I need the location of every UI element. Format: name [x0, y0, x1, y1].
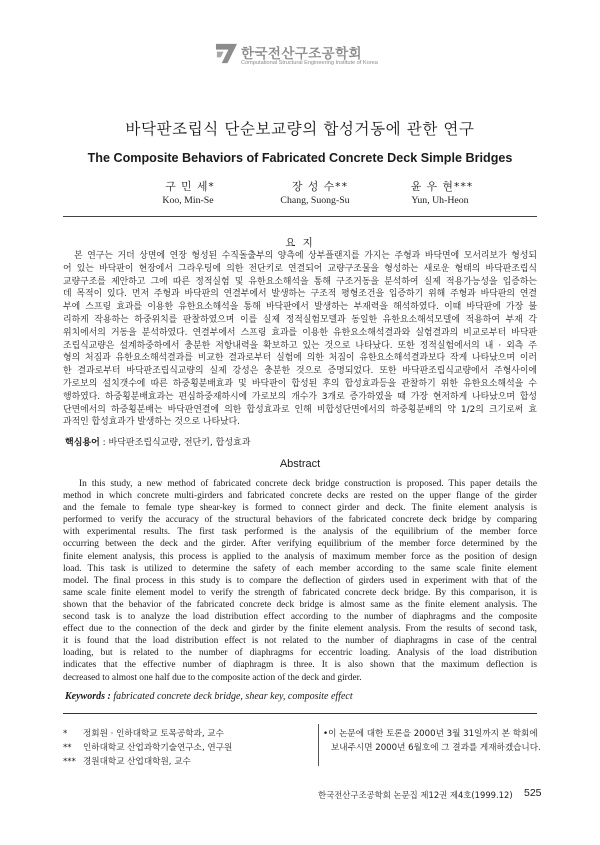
footnote-mark: *** [63, 757, 76, 767]
footnote-text: 경원대학교 산업대학원, 교수 [83, 757, 191, 767]
affiliation-footnote [63, 727, 224, 739]
discussion-notice-line: 보내주시면 2000년 6월호에 그 결과를 게재하겠습니다. [331, 743, 541, 753]
summary-line: 가로보의 설치갯수에 따른 하중횡분배효과 및 바닥판이 합성된 후의 합성효과등을 관찰하기 위한 유한요소해석을 수 [63, 378, 537, 389]
author-name-korean: 장 성 수** [292, 180, 348, 193]
affiliation-footnote [63, 741, 232, 753]
paper-title-korean: 바닥판조립식 단순보교량의 합성거동에 관한 연구 [125, 120, 475, 138]
society-name-en: Computational Structural Engineering Institute of Korea [241, 60, 378, 66]
society-name: 한국전산구조공학회 [241, 46, 362, 62]
abstract-line: effect due to the connection of the deck and girder by the finite element analysis. From the results of second task, [63, 624, 537, 635]
footnote-divider [63, 713, 537, 714]
abstract-line: performed to verify the accuracy of the structural behaviors of the fabricated concrete deck bridge by comparing [63, 515, 537, 526]
summary-line: 조립식교량은 설계하중하에서 충분한 저항내력을 확보하고 있는 것으로 나타났다. 또한 정적실험에서의 내 · 외측 주 [63, 340, 537, 351]
summary-line: 어 있는 바닥판이 현장에서 그라우팅에 의한 전단키로 연결되어 교량구조물을 형성하는 새로운 형태의 바닥판조립식 [63, 263, 537, 274]
summary-line: 형의 처짐과 유한요소해석결과를 비교한 결과로부터 실험에 의한 처짐이 유한요소해석결과보다 작게 나타났으며 이러 [63, 353, 537, 364]
keywords-korean-separator: : [99, 438, 109, 448]
author-divider [63, 216, 537, 217]
author-name-english: Koo, Min-Se [162, 195, 214, 206]
abstract-line: with experimental results. The first task performed is the analysis of the equilibrium of the member force [63, 527, 537, 538]
abstract-line: second task is to analyze the load distribution effect according to the number of diaphragms and the composite [63, 612, 537, 623]
abstract-line: indicates that the effective number of diaphragm is three. It is also shown that the maximum deflection is [63, 660, 537, 671]
author-name-korean: 윤 우 현*** [410, 180, 474, 193]
journal-citation: 한국전산구조공학회 논문집 제12권 제4호(1999.12) [318, 790, 513, 800]
discussion-notice-line: •이 논문에 대한 토론을 2000년 3월 31일까지 본 학회에 [323, 729, 538, 739]
abstract-line: load. This task is utilized to determine the safety of each member according to the same scale finite element [63, 563, 537, 574]
summary-line: 과적인 합성효과가 발생하는 것으로 나타났다. [63, 417, 240, 428]
abstract-line: finite element analysis, this process is applied to the analysis of maximum member force as the position of design [63, 551, 537, 562]
page-number: 525 [524, 787, 542, 799]
keywords-english-label: Keywords : [65, 691, 111, 702]
summary-line: 위치에서의 거동을 분석하였다. 연결부에서 스프링 효과를 이용한 유한요소해석결과와 실험결과의 비교로부터 바닥판 [63, 327, 537, 338]
summary-line: 리하게 작용하는 하중위치를 판찰하였으며 이를 실제 정적실험모델과 동일한 유한요소해석모델에 적용하여 부재 각 [63, 314, 537, 325]
abstract-line: same scale finite element model to verify the strength of fabricated concrete deck bridge. By this comparison, it is [63, 587, 537, 598]
summary-line: 부에 스프링 효과를 이용한 유한요소해석을 통해 바닥판에서 발생하는 부재력을 해석하였다. 이때 바닥판에 가장 불 [63, 302, 537, 313]
author-name-english: Chang, Suong-Su [280, 195, 350, 206]
footnote-text: 정회원 · 인하대학교 토목공학과, 교수 [83, 729, 224, 739]
footnote-text: 인하대학교 산업과학기술연구소, 연구원 [83, 743, 233, 753]
keywords-korean-text: 바닥판조립식교량, 전단키, 합성효과 [108, 438, 251, 448]
summary-line: 데 목적이 있다. 먼저 주형과 바닥판의 연결부에서 발생하는 구조적 평형조건을 입증하기 위해 주형과 바닥판의 연결 [63, 289, 537, 300]
author-name-english: Yun, Uh-Heon [411, 195, 469, 206]
affiliation-footnote [63, 755, 191, 767]
keywords-korean-label: 핵심용어 [65, 438, 100, 448]
abstract-line: decreased to almost one half due to the composite action of the deck and girder. [63, 672, 362, 683]
abstract-line: shown that the behavior of the fabricated concrete deck bridge is almost same as the finite element analysis. The [63, 599, 537, 610]
summary-line: 교량구조를 제안하고 그에 따른 정적실험 및 유한요소해석을 통해 구조거동을 분석하여 실제 적용가능성을 입증하는 [63, 276, 537, 287]
abstract-line: method in which concrete multi-girders and fabricated concrete decks are rested on the upper flange of the girder [63, 491, 537, 502]
summary-line: 단면에서의 하중횡분배는 바닥판연결에 의한 합성효과로 인해 비합성단면에서의 하중횡분배의 약 1/2의 크기로써 효 [63, 404, 537, 415]
abstract-line: it is found that the load distribution effect is not related to the number of diaphragms in case of the central [63, 636, 537, 647]
author-name-korean: 구 민 세* [165, 180, 215, 193]
footnote-mark: ** [63, 743, 72, 753]
summary-heading: 요 지 [285, 237, 315, 249]
keywords-english-text: fabricated concrete deck bridge, shear key, composite effect [110, 691, 353, 702]
abstract-body [63, 478, 537, 684]
keywords-english [65, 691, 353, 702]
keywords-korean [65, 435, 250, 448]
footnote-column-divider [318, 724, 319, 766]
paper-title-english: The Composite Behaviors of Fabricated Concrete Deck Simple Bridges [87, 151, 513, 165]
abstract-line: and the female to female type shear-key is formed to connect girder and deck. The finite element analysis is [63, 503, 537, 514]
abstract-line: occurring between the deck and the girder. After verifying equilibrium of the member force determined by the [63, 539, 537, 550]
abstract-line: loading, but is related to the number of diaphragms for eccentric loading. Analysis of the load distribution [63, 648, 537, 659]
abstract-line: model. The final process in this study is to compare the deflection of girders used in experiment with that of the [63, 575, 537, 586]
abstract-heading: Abstract [279, 458, 321, 470]
summary-line: 행하였다. 하중횡분배효과는 편심하중재하시에 가로보의 개수가 3개로 증가하였을 때 가장 현저하게 나타났으며 합성 [63, 391, 537, 402]
abstract-line: In this study, a new method of fabricated concrete deck bridge construction is proposed. This paper details the [79, 479, 537, 489]
summary-line: 한 결과로부터 바닥판조립식교량의 실제 강성은 충분한 것으로 증명되었다. 또한 바닥판조립식교량에서 주형사이에 [63, 366, 537, 377]
summary-line: 본 연구는 거더 상면에 연장 형성된 수직돌출부의 양측에 상부플랜지를 가지는 주형과 바닥면에 모서리보가 형성되 [74, 251, 537, 261]
summary-body [63, 250, 537, 429]
footnote-mark: * [63, 729, 68, 739]
csei-logo-icon [215, 42, 238, 65]
